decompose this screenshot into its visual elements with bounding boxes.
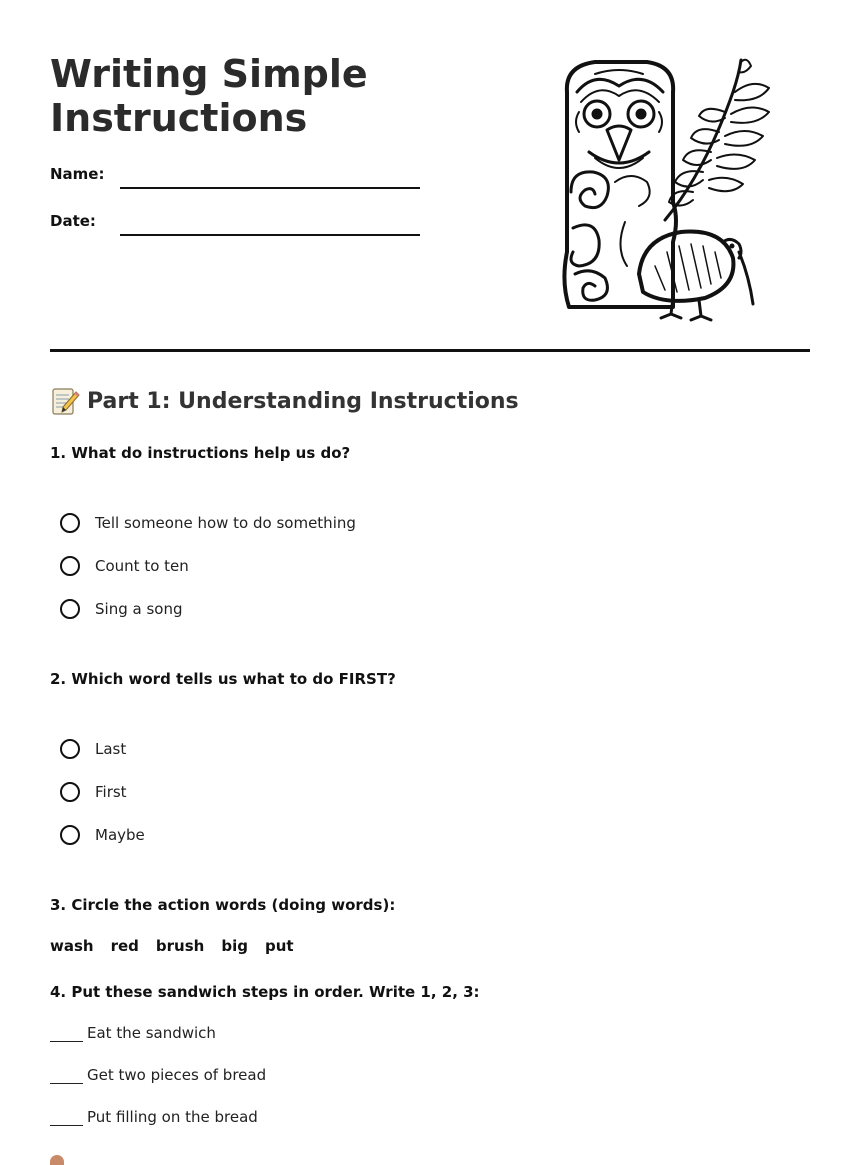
step-label: Eat the sandwich [87,1024,216,1042]
page-title [50,52,470,140]
radio-circle-icon[interactable] [60,825,80,845]
sequence-step [50,1108,258,1127]
order-blank[interactable] [50,1065,83,1084]
memo-pencil-icon [50,386,80,416]
section-divider [50,349,810,352]
question-3: 3. Circle the action words (doing words): [50,896,396,914]
q1-option-2-label: Count to ten [95,557,189,575]
q2-option-2[interactable] [60,780,127,804]
q1-option-3-label: Sing a song [95,600,183,618]
word-option[interactable]: put [264,937,294,955]
question-4: 4. Put these sandwich steps in order. Write 1, 2, 3: [50,983,480,1001]
q1-option-3[interactable] [60,597,182,621]
q2-option-3-label: Maybe [95,826,145,844]
word-option[interactable]: brush [155,937,205,955]
radio-circle-icon[interactable] [60,782,80,802]
q1-option-1-label: Tell someone how to do something [95,514,356,532]
date-label: Date: [50,212,96,230]
radio-circle-icon[interactable] [60,739,80,759]
part1-title: Part 1: Understanding Instructions [87,388,519,414]
order-blank[interactable] [50,1023,83,1042]
name-field[interactable] [120,187,420,189]
radio-circle-icon[interactable] [60,599,80,619]
part1-heading [50,386,519,416]
step-label: Get two pieces of bread [87,1066,267,1084]
word-option[interactable]: red [110,937,139,955]
title-line-1: Writing Simple [50,52,368,96]
q1-option-2[interactable] [60,554,189,578]
name-label: Name: [50,165,105,183]
radio-circle-icon[interactable] [60,556,80,576]
radio-circle-icon[interactable] [60,513,80,533]
question-2: 2. Which word tells us what to do FIRST? [50,670,396,688]
word-option[interactable]: big [221,937,248,955]
maori-tiki-kiwi-fern-illustration [555,52,805,322]
question-1: 1. What do instructions help us do? [50,444,351,462]
action-word-list [50,937,294,955]
q1-option-1[interactable] [60,511,356,535]
word-option[interactable]: wash [50,937,94,955]
sequence-step [50,1024,216,1043]
q2-option-1-label: Last [95,740,127,758]
sequence-step [50,1066,266,1085]
date-field[interactable] [120,234,420,236]
q2-option-3[interactable] [60,823,145,847]
q2-option-2-label: First [95,783,127,801]
step-label: Put filling on the bread [87,1108,258,1126]
q2-option-1[interactable] [60,737,126,761]
next-section-icon [50,1155,64,1165]
title-line-2: Instructions [50,96,308,140]
order-blank[interactable] [50,1107,83,1126]
worksheet-page [50,0,810,1161]
